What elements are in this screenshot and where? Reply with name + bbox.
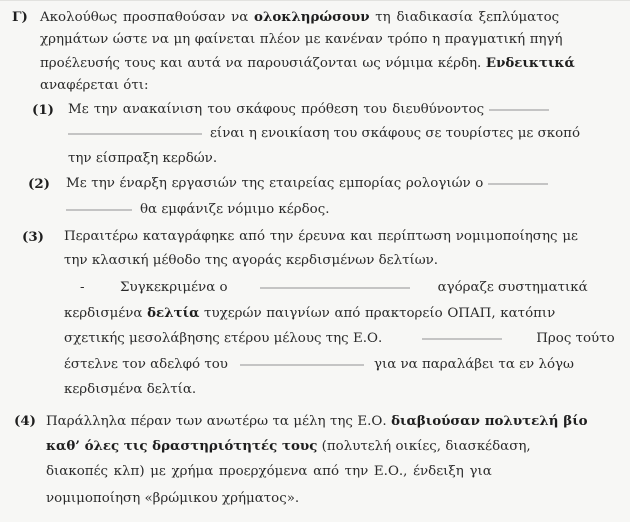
item-1-line-3: την είσπραξη κερδών. (68, 151, 218, 166)
item-1-line-1: Με την ανακαίνιση του σκάφους πρόθεση του διευθύνοντος (68, 101, 549, 119)
item-4-number: (4) (14, 413, 36, 429)
item-4-line-4: νομιμοποίηση «βρώμικου χρήματος». (46, 491, 300, 506)
intro-line-2: χρημάτων ώστε να μη φαίνεται πλέον με κανέναν τρόπο η πραγματική πηγή (40, 32, 563, 47)
scan-edge (0, 0, 630, 1)
intro-line-4: αναφέρεται ότι: (40, 78, 149, 93)
item-3-sub-line-4: έστελνε τον αδελφό του για να παραλάβει τα εν λόγω (64, 357, 574, 372)
redacted-name (260, 287, 410, 289)
item-3-number: (3) (22, 229, 44, 245)
redacted-name (240, 364, 364, 366)
item-2-number: (2) (28, 176, 50, 192)
item-4-line-3: διακοπές κλπ) με χρήμα προερχόμενα από την Ε.Ο., ένδειξη για (46, 464, 492, 479)
redacted-name (68, 133, 202, 135)
item-2-line-2: θα εμφάνιζε νόμιμο κέρδος. (66, 201, 330, 219)
item-4-line-1: Παράλληλα πέραν των ανωτέρω τα μέλη της Ε.Ο. διαβιούσαν πολυτελή βίο (46, 413, 588, 429)
item-2-line-1: Με την έναρξη εργασιών της εταιρείας εμπορίας ρολογιών ο (66, 175, 548, 193)
redacted-name (422, 338, 502, 340)
item-4-line-2: καθ’ όλες τις δραστηριότητές τους (πολυτελή οικίες, διασκέδαση, (46, 438, 531, 454)
item-3-line-1: Περαιτέρω καταγράφηκε από την έρευνα και περίπτωση νομιμοποίησης με (64, 229, 578, 244)
redacted-name (488, 183, 548, 185)
item-3-sub-line-3: σχετικής μεσολάβησης ετέρου μέλους της Ε.Ο. Προς τούτο (64, 331, 615, 346)
redacted-name (489, 109, 549, 111)
item-3-sub-line-1: Συγκεκριμένα ο αγόραζε συστηματικά (120, 280, 588, 295)
item-3-sub-line-5: κερδισμένα δελτία. (64, 382, 197, 397)
item-3-line-2: την κλασική μέθοδο της αγοράς κερδισμένων δελτίων. (64, 253, 439, 268)
item-3-sub-line-2: κερδισμένα δελτία τυχερών παιγνίων από πρακτορείο ΟΠΑΠ, κατόπιν (64, 305, 556, 321)
item-1-number: (1) (32, 102, 54, 118)
intro-line-3: προέλευσής τους και αυτά να παρουσιάζονται ως νόμιμα κέρδη. Ενδεικτικά (40, 55, 575, 71)
section-label: Γ) (12, 9, 28, 25)
sub-dash: - (80, 280, 85, 295)
item-1-line-2: είναι η ενοικίαση του σκάφους σε τουρίστες με σκοπό (68, 125, 580, 143)
redacted-name (66, 209, 132, 211)
intro-line-1: Ακολούθως προσπαθούσαν να ολοκληρώσουν τη διαδικασία ξεπλύματος (40, 9, 560, 25)
